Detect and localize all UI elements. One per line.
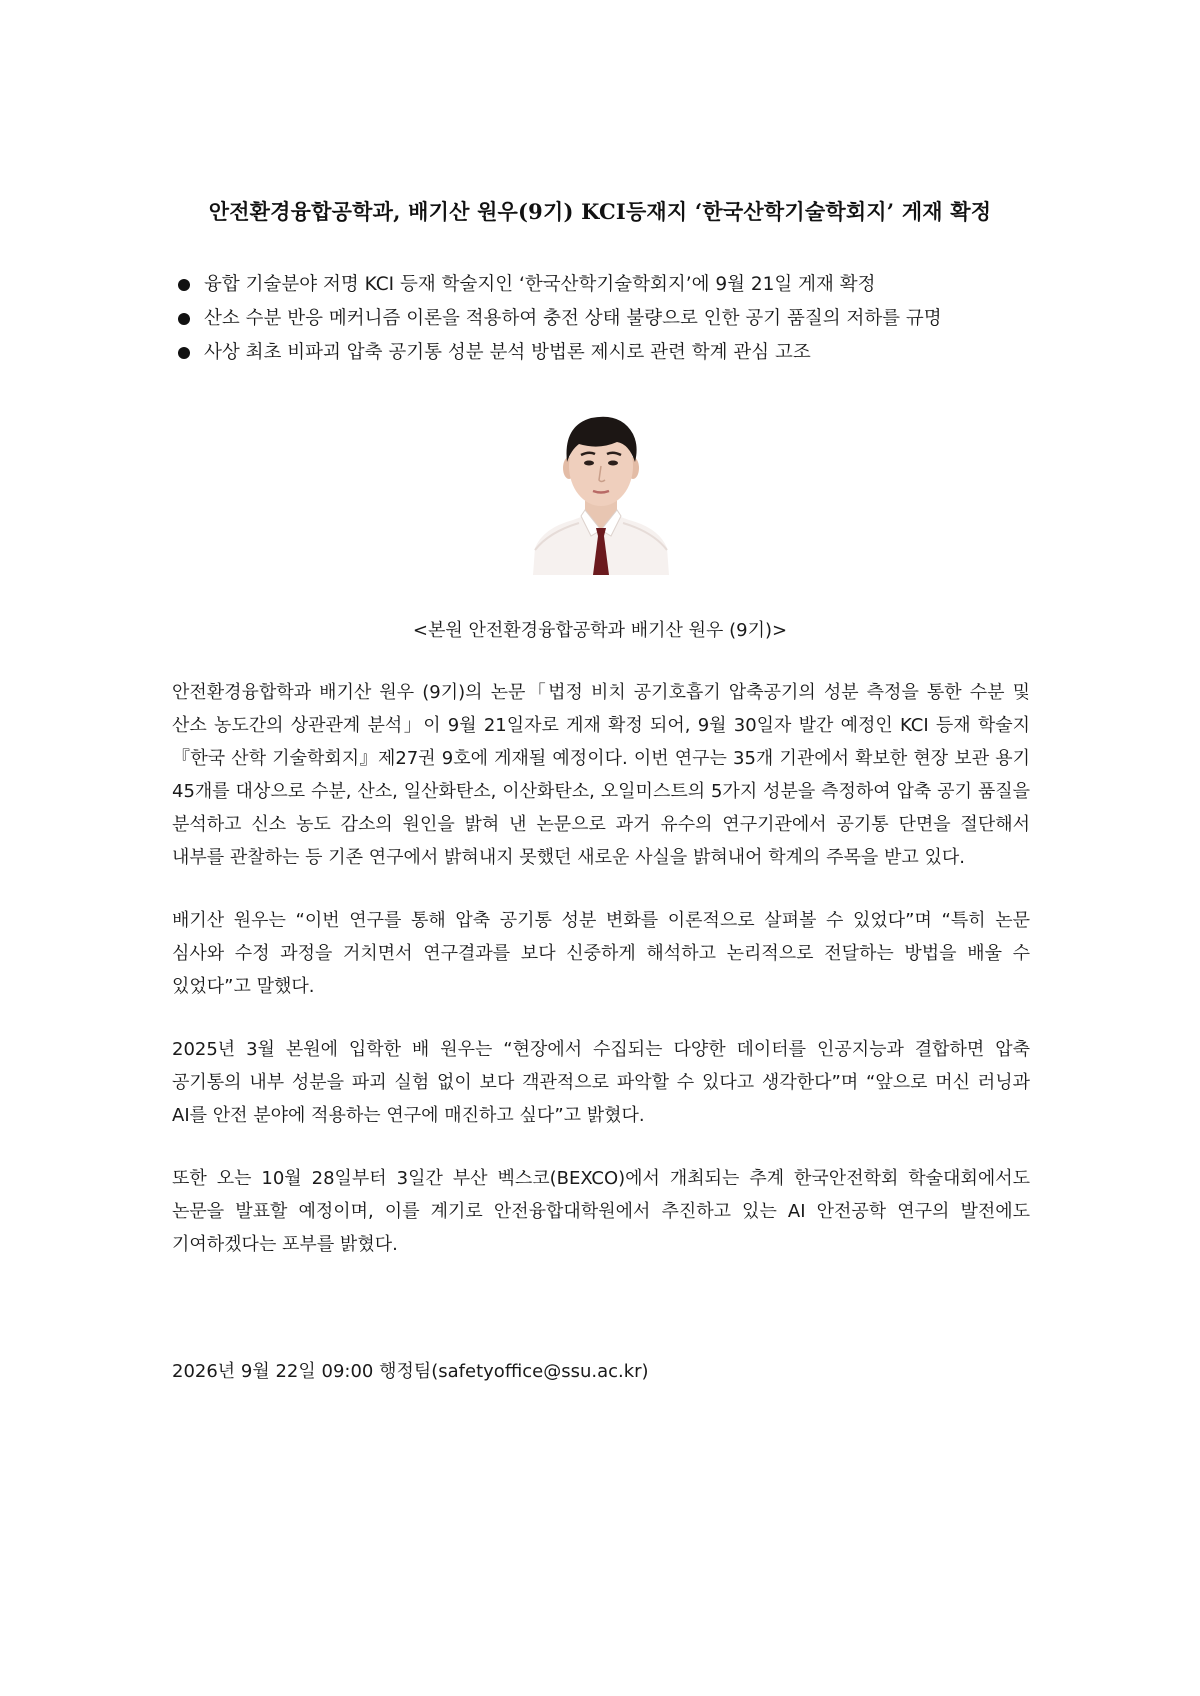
document-title: 안전환경융합공학과, 배기산 원우(9기) KCI등재지 ‘한국산학기술학회지’ 게재 확정 (208, 199, 992, 224)
summary-bullets (176, 268, 1056, 370)
student-portrait-photo (529, 410, 673, 575)
bullet-text: 산소 수분 반응 메커니즘 이론을 적용하여 충전 상태 불량으로 인한 공기 품질의 저하를 규명 (204, 308, 942, 329)
article-paragraph: 2025년 3월 본원에 입학한 배 원우는 “현장에서 수집되는 다양한 데이터를 인공지능과 결합하면 압축 공기통의 내부 성분을 파괴 실험 없이 보다 객관적으로 파악할 수 있다고 생각한다”며 “앞으로 머신 러닝과 AI를 안전 분야에 적용하는 연구에 매진하고 싶다”고 밝혔다. (172, 1039, 1030, 1126)
bullet-item (176, 336, 1056, 370)
bullet-dot-icon (178, 279, 190, 291)
footer-dateline: 2026년 9월 22일 09:00 행정팀(safetyoffice@ssu.ac.kr) (172, 1361, 649, 1382)
photo-caption: <본원 안전환경융합공학과 배기산 원우 (9기)> (412, 620, 788, 641)
bullet-item (176, 302, 1056, 336)
article-paragraph: 또한 오는 10월 28일부터 3일간 부산 벡스코(BEXCO)에서 개최되는 추계 한국안전학회 학술대회에서도 논문을 발표할 예정이며, 이를 계기로 안전융합대학원에서 추진하고 있는 AI 안전공학 연구의 발전에도 기여하겠다는 포부를 밝혔다. (172, 1168, 1030, 1255)
portrait-illustration (529, 410, 673, 575)
article-paragraph: 배기산 원우는 “이번 연구를 통해 압축 공기통 성분 변화를 이론적으로 살펴볼 수 있었다”며 “특히 논문 심사와 수정 과정을 거치면서 연구결과를 보다 신중하게 해석하고 논리적으로 전달하는 방법을 배울 수 있었다”고 말했다. (172, 910, 1030, 997)
bullet-text: 사상 최초 비파괴 압축 공기통 성분 분석 방법론 제시로 관련 학계 관심 고조 (204, 342, 811, 363)
bullet-item (176, 268, 1056, 302)
article-body (172, 676, 1030, 1291)
bullet-text: 융합 기술분야 저명 KCI 등재 학술지인 ‘한국산학기술학회지’에 9월 21일 게재 확정 (204, 274, 876, 295)
bullet-dot-icon (178, 313, 190, 325)
bullet-dot-icon (178, 347, 190, 359)
article-paragraph: 안전환경융합학과 배기산 원우 (9기)의 논문「법정 비치 공기호흡기 압축공기의 성분 측정을 통한 수분 및 산소 농도간의 상관관계 분석」이 9월 21일자로 게재 확정 되어, 9월 30일자 발간 예정인 KCI 등재 학술지『한국 산학 기술학회지』제27권 9호에 게재될 예정이다. 이번 연구는 35개 기관에서 확보한 현장 보관 용기 45개를 대상으로 수분, 산소, 일산화탄소, 이산화탄소, 오일미스트의 5가지 성분을 측정하여 압축 공기 품질을 분석하고 신소 농도 감소의 원인을 밝혀 낸 논문으로 과거 유수의 연구기관에서 공기통 단면을 절단해서 내부를 관찰하는 등 기존 연구에서 밝혀내지 못했던 새로운 사실을 밝혀내어 학계의 주목을 받고 있다. (172, 682, 1030, 868)
